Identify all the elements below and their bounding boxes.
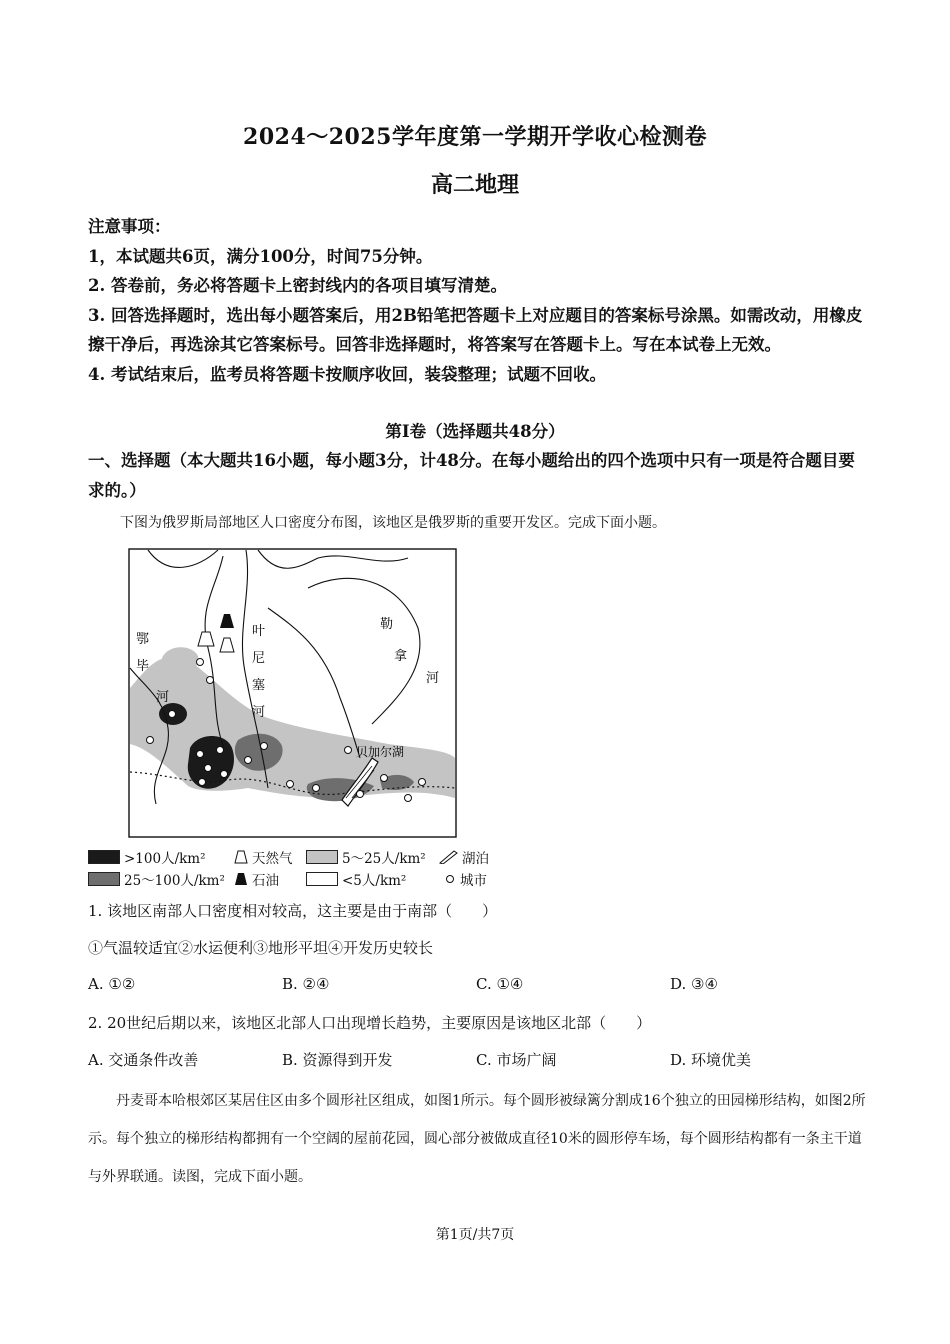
label-lena-2: 拿: [394, 649, 408, 664]
legend-swatch-high: [88, 850, 120, 864]
question-2-option-a[interactable]: A. 交通条件改善: [88, 1051, 199, 1069]
legend-item: [306, 847, 426, 867]
city-dot: [199, 779, 206, 786]
legend-label: >100人/km²: [124, 851, 206, 867]
group2-intro-text: 丹麦哥本哈根郊区某居住区由多个圆形社区组成，如图1所示。每个圆形被绿篱分割成16个独立的田园梯形结构，如图2所示。每个独立的梯形结构都拥有一个空阔的屋前花园，圆心部分被做成直径10米的圆形停车场，每个圆形结构都有一条主干道与外界联通。读图，完成下面小题。: [88, 1093, 866, 1185]
city-dot: [207, 677, 214, 684]
population-density-map: [128, 548, 458, 840]
oil-icon: [234, 872, 248, 886]
city-dot: [345, 747, 352, 754]
question-1-option-b[interactable]: B. ②④: [282, 975, 330, 993]
note-item: 3. 回答选择题时，选出每小题答案后，用2B铅笔把答题卡上对应题目的答案标号涂黑。如需改动，用橡皮擦干净后，再选涂其它答案标号。回答非选择题时，将答案写在答题卡上。写在本试卷上无效。: [88, 305, 863, 354]
city-dot: [357, 791, 364, 798]
legend-item: [306, 869, 406, 889]
exam-title: 2024～2025学年度第一学期开学收心检测卷: [243, 124, 707, 150]
note-item: 2. 答卷前，务必将答题卡上密封线内的各项目填写清楚。: [88, 276, 507, 295]
legend-item: [444, 869, 487, 889]
city-dot: [205, 765, 212, 772]
question-1-stem: 1. 该地区南部人口密度相对较高，这主要是由于南部（ ）: [88, 902, 498, 920]
volume-heading: 第Ⅰ卷（选择题共48分）: [385, 422, 565, 441]
question-1-option-a[interactable]: A. ①②: [88, 975, 136, 993]
page-footer: 第1页/共7页: [435, 1227, 515, 1243]
city-dot: [197, 751, 204, 758]
map-svg: [128, 548, 458, 840]
legend-label: 城市: [460, 873, 487, 889]
label-ob-3: 河: [156, 690, 170, 705]
label-yenisei-4: 河: [252, 705, 266, 720]
note-item: 4. 考试结束后，监考员将答题卡按顺序收回，装袋整理；试题不回收。: [88, 364, 606, 384]
city-dot: [169, 711, 176, 718]
legend-item: [88, 847, 206, 867]
group1-intro: 下图为俄罗斯局部地区人口密度分布图，该地区是俄罗斯的重要开发区。完成下面小题。: [120, 515, 666, 531]
legend-label: 5～25人/km²: [342, 851, 426, 867]
question-2-option-d[interactable]: D. 环境优美: [670, 1051, 752, 1069]
label-yenisei-3: 塞: [252, 678, 266, 693]
legend-swatch-min: [306, 872, 338, 886]
legend-item: [234, 847, 293, 867]
legend-item: [438, 847, 489, 867]
question-2-option-c[interactable]: C. 市场广阔: [476, 1051, 557, 1069]
city-dot: [313, 785, 320, 792]
city-dot: [261, 743, 268, 750]
question-2-option-b[interactable]: B. 资源得到开发: [282, 1051, 393, 1069]
legend-label: 25～100人/km²: [124, 873, 225, 889]
legend-swatch-low: [306, 850, 338, 864]
question-2-stem: 2. 20世纪后期以来，该地区北部人口出现增长趋势，主要原因是该地区北部（ ）: [88, 1014, 652, 1032]
part-heading: 一、选择题（本大题共16小题，每小题3分，计48分。在每小题给出的四个选项中只有一项是符合题目要求的。）: [88, 451, 855, 500]
city-dot: [197, 659, 204, 666]
question-1-option-c[interactable]: C. ①④: [476, 975, 524, 993]
question-1-option-d[interactable]: D. ③④: [670, 975, 718, 993]
map-legend: [88, 845, 508, 891]
subject-title: 高二地理: [430, 172, 519, 198]
legend-label: 石油: [252, 873, 279, 889]
city-icon: [444, 873, 456, 885]
gas-icon: [234, 850, 248, 864]
label-baikal: 贝加尔湖: [356, 745, 405, 759]
label-ob-1: 鄂: [136, 632, 150, 647]
city-dot: [217, 747, 224, 754]
city-dot: [405, 795, 412, 802]
question-1-choices: ①气温较适宜②水运便利③地形平坦④开发历史较长: [88, 939, 434, 957]
legend-swatch-mid: [88, 872, 120, 886]
label-yenisei-2: 尼: [252, 651, 266, 666]
label-yenisei-1: 叶: [252, 624, 266, 639]
city-dot: [221, 771, 228, 778]
label-ob-2: 毕: [136, 659, 150, 674]
legend-label: <5人/km²: [342, 873, 407, 889]
legend-item: [234, 869, 279, 889]
lake-icon: [438, 850, 458, 864]
legend-label: 天然气: [252, 851, 293, 867]
city-dot: [147, 737, 154, 744]
label-lena-3: 河: [426, 671, 440, 686]
note-item: 1，本试题共6页，满分100分，时间75分钟。: [88, 246, 433, 266]
city-dot: [245, 757, 252, 764]
group2-intro: [88, 1082, 868, 1196]
city-dot: [419, 779, 426, 786]
legend-label: 湖泊: [462, 851, 489, 867]
notes-heading: 注意事项：: [88, 217, 171, 236]
label-lena-1: 勒: [380, 617, 394, 632]
city-dot: [287, 781, 294, 788]
city-dot: [381, 775, 388, 782]
legend-item: [88, 869, 225, 889]
notes-block: [88, 212, 868, 389]
